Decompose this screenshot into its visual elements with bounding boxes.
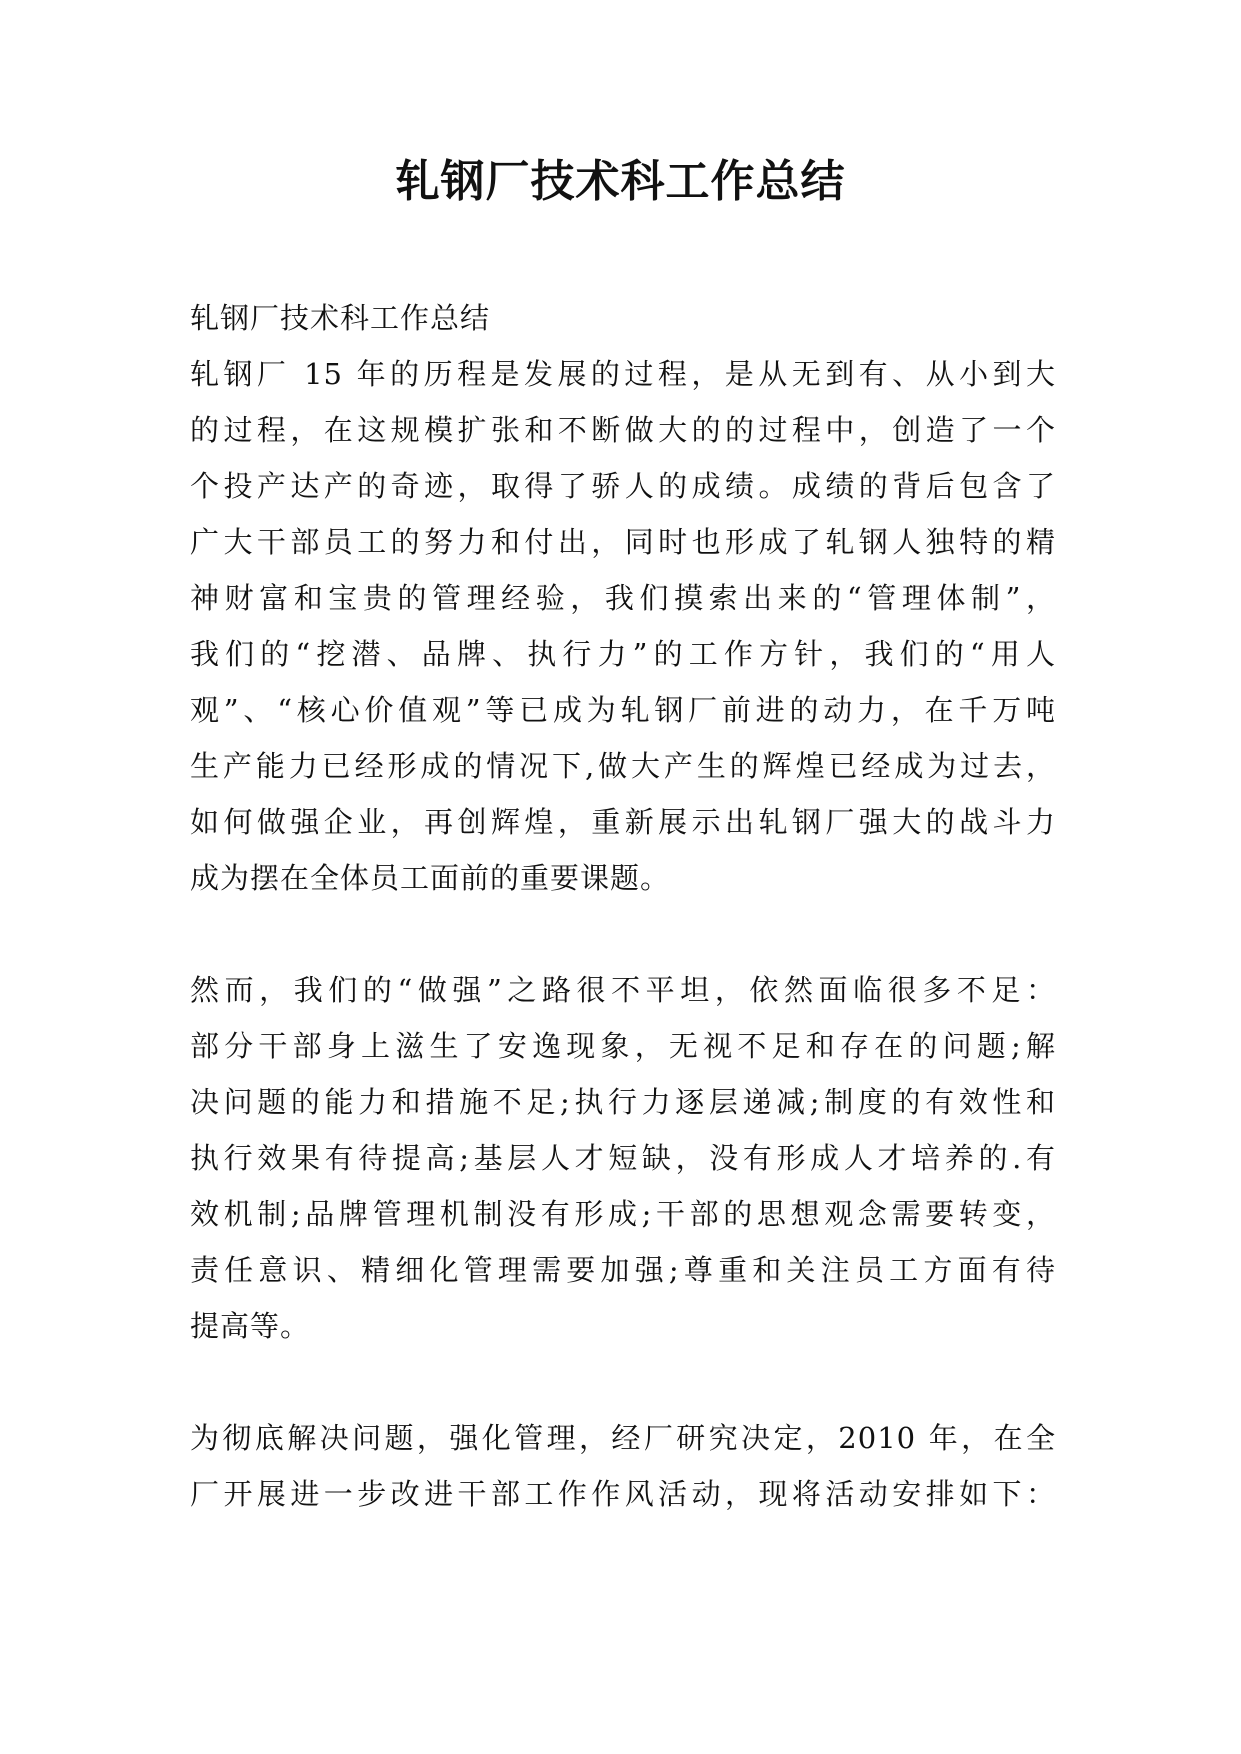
paragraph-line: 观”、“核心价值观”等已成为轧钢厂前进的动力，在千万吨 bbox=[190, 693, 1056, 727]
paragraph-line: 然而，我们的“做强”之路很不平坦，依然面临很多不足： bbox=[190, 973, 1056, 1007]
document-subtitle: 轧钢厂技术科工作总结 bbox=[190, 301, 491, 335]
paragraph-line: 责任意识、精细化管理需要加强;尊重和关注员工方面有待 bbox=[190, 1253, 1056, 1287]
paragraph-line: 个投产达产的奇迹，取得了骄人的成绩。成绩的背后包含了 bbox=[190, 469, 1056, 503]
paragraph-line: 广大干部员工的努力和付出，同时也形成了轧钢人独特的精 bbox=[190, 525, 1056, 559]
paragraph-line: 我们的“挖潜、品牌、执行力”的工作方针，我们的“用人 bbox=[190, 637, 1056, 671]
paragraph-1 bbox=[190, 346, 1056, 906]
paragraph-line: 如何做强企业，再创辉煌，重新展示出轧钢厂强大的战斗力 bbox=[190, 805, 1056, 839]
paragraph-line: 执行效果有待提高;基层人才短缺，没有形成人才培养的.有 bbox=[190, 1141, 1056, 1175]
paragraph-line: 提高等。 bbox=[190, 1309, 311, 1343]
document-body bbox=[190, 290, 1056, 1522]
paragraph-3 bbox=[190, 1410, 1056, 1522]
document-title: 轧钢厂技术科工作总结 bbox=[395, 156, 846, 207]
paragraph-line: 效机制;品牌管理机制没有形成;干部的思想观念需要转变， bbox=[190, 1197, 1056, 1231]
paragraph-2 bbox=[190, 962, 1056, 1354]
paragraph-line: 的过程，在这规模扩张和不断做大的的过程中，创造了一个 bbox=[190, 413, 1056, 447]
paragraph-line: 轧钢厂 15 年的历程是发展的过程，是从无到有、从小到大 bbox=[190, 357, 1056, 391]
paragraph-line: 成为摆在全体员工面前的重要课题。 bbox=[190, 861, 671, 895]
paragraph-line: 厂开展进一步改进干部工作作风活动，现将活动安排如下： bbox=[190, 1477, 1056, 1511]
paragraph-gap bbox=[190, 1354, 1056, 1410]
paragraph-gap bbox=[190, 906, 1056, 962]
paragraph-line: 生产能力已经形成的情况下,做大产生的辉煌已经成为过去， bbox=[190, 749, 1056, 783]
paragraph-line: 部分干部身上滋生了安逸现象，无视不足和存在的问题;解 bbox=[190, 1029, 1056, 1063]
paragraph-line: 为彻底解决问题，强化管理，经厂研究决定，2010 年，在全 bbox=[190, 1421, 1056, 1455]
paragraph-line: 神财富和宝贵的管理经验，我们摸索出来的“管理体制”， bbox=[190, 581, 1056, 615]
paragraph-line: 决问题的能力和措施不足;执行力逐层递减;制度的有效性和 bbox=[190, 1085, 1056, 1119]
